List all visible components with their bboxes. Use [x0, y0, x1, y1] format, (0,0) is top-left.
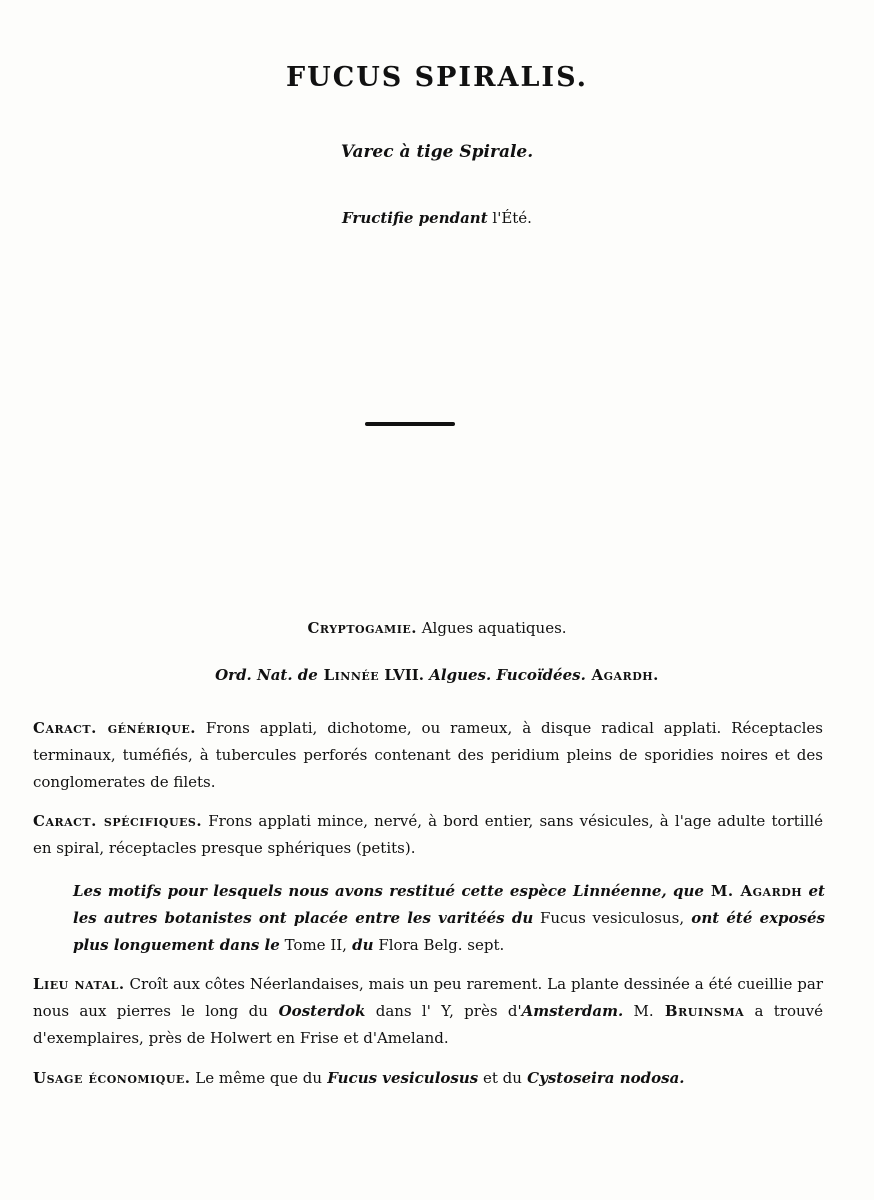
motifs-du: du	[346, 936, 374, 954]
lieu-oosterdok: Oosterdok	[267, 1002, 366, 1020]
lieu-text-c: dans l' Y, près d'	[365, 1002, 522, 1020]
motifs-text-a: Les motifs pour lesquels nous avons restitué cette espèce Linnéenne, que	[73, 882, 704, 900]
caract-specifiques-text: Frons applati mince, nervé, à bord entier, sans vésicules, à l'age adulte tortillé en spiral, réceptacles presque sphériques (petits).	[33, 812, 823, 857]
usage-head: Usage économique.	[33, 1069, 191, 1087]
motifs-agardh: M. Agardh	[703, 882, 803, 900]
lieu-text-a: Croît aux côtes Néerlandaises, mais un peu rarement. La plante dessinée a été cueillie par nous aux pierres le long du	[33, 975, 823, 1020]
lieu-natal-head: Lieu natal.	[33, 975, 125, 993]
caract-specifiques-paragraph	[33, 808, 823, 862]
cryptogamie-line	[0, 619, 874, 637]
subtitle: Varec à tige Spirale.	[340, 142, 534, 162]
order-agardh: Agardh.	[585, 666, 659, 684]
motifs-species: Fucus vesiculosus,	[533, 909, 685, 927]
motifs-text-e: ont été exposés plus longuement dans le	[73, 909, 825, 954]
motifs-paragraph	[73, 878, 825, 959]
motifs-tome: Tome II,	[279, 936, 347, 954]
lieu-natal-paragraph	[33, 971, 823, 1052]
lieu-m: M.	[623, 1002, 654, 1020]
usage-text-a: Le même que du	[190, 1069, 323, 1087]
fructification-line	[0, 209, 874, 227]
order-label: Ord. Nat. de	[215, 666, 318, 684]
usage-text-c: et du	[478, 1069, 522, 1087]
caract-generique-paragraph	[33, 715, 823, 796]
caract-specifiques-head: Caract. spécifiques.	[33, 812, 203, 830]
usage-fucus: Fucus vesiculosus	[322, 1069, 479, 1087]
cryptogamie-text: Algues aquatiques.	[416, 619, 567, 637]
divider-rule	[365, 422, 455, 426]
page-title: FUCUS SPIRALIS.	[285, 62, 589, 93]
order-family: Algues. Fucoïdées.	[424, 666, 586, 684]
cryptogamie-head: Cryptogamie.	[307, 619, 417, 637]
lieu-text-g: a trouvé d'exemplaires, près de Holwert en Frise et d'Ameland.	[33, 1002, 823, 1047]
caract-generique-text: Frons applati, dichotome, ou rameux, à disque radical applati. Réceptacles terminaux, tuméfiés, à tubercules perforés contenant des peridium pleins de sporidies noires et des conglomerates de filets.	[33, 719, 823, 791]
usage-cystoseira: Cystoseira nodosa.	[521, 1069, 685, 1087]
fruct-season: l'Été.	[487, 209, 532, 227]
lieu-bruinsma: Bruinsma	[653, 1002, 745, 1020]
usage-paragraph	[33, 1065, 823, 1092]
order-number: LVII.	[379, 666, 425, 684]
motifs-flora: Flora Belg. sept.	[373, 936, 505, 954]
order-linnee: Linnée	[317, 666, 380, 684]
lieu-amsterdam: Amsterdam.	[521, 1002, 624, 1020]
caract-generique-head: Caract. générique.	[33, 719, 196, 737]
fruct-italic: Fructifie pendant	[342, 209, 488, 227]
motifs-text-c: et les autres botanistes ont placée entre les varitéés du	[73, 882, 825, 927]
order-line	[0, 666, 874, 684]
